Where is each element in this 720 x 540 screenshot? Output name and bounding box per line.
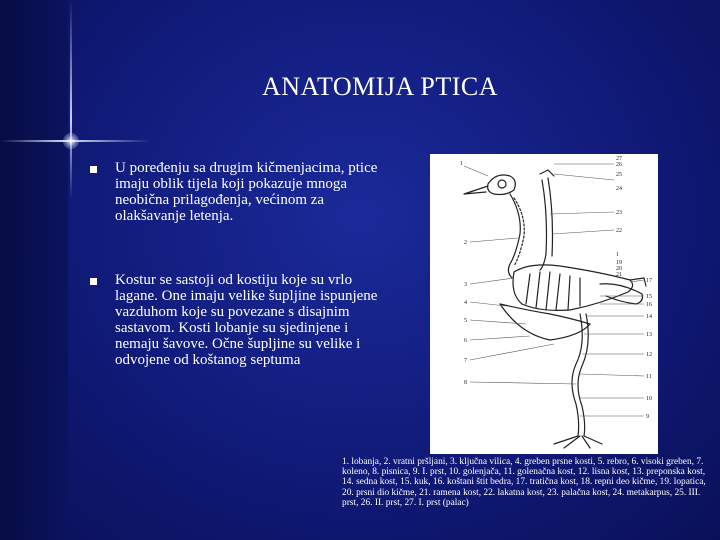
figure-label: 15	[646, 294, 652, 300]
figure-caption: 1. lobanja, 2. vratni pršljani, 3. ključna vilica, 4. greben prsne kosti, 5. rebro, 6. visoki greben, 7. koleno, 8. pisnica, 9. I. prst, 10. golenjača, 11. golenačna kost, 12. lisna kost, 13. preponska kost, 14. sedna kost, 15. kuk, 16. koštani štit bedra, 17. tratična kost, 18. repni deo kičme, 19. lopatica, 20. prsni dio kičme, 21. ramena kost, 22. lakatna kost, 23. palačna kost, 24. metakarpus, 25. III. prst, 26. II. prst, 27. I. prst (palac)	[342, 457, 706, 508]
eye-socket-shape	[498, 180, 506, 188]
skull-shape	[488, 175, 516, 195]
bullet-text: Kostur se sastoji od kostiju koje su vrlo lagane. One imaju velike šupljine ispunjene vazduhom koje su povezane s disajnim sastavom. Kosti lobanje su sjedinjene i nemaju šavove. Očne šupljine su velike i odvojene od koštanog septuma	[115, 272, 378, 368]
figure-label: 10	[646, 396, 652, 402]
torso-shape	[513, 265, 633, 311]
figure-label: 23	[616, 210, 622, 216]
figure-label: 6	[464, 338, 467, 344]
figure-label: 3	[464, 282, 467, 288]
figure-label: 20	[616, 266, 622, 272]
lens-flare-vertical	[70, 0, 72, 200]
figure-label: 19	[616, 260, 622, 266]
figure-label: 26	[616, 162, 622, 168]
pelvis-shape	[600, 284, 642, 304]
figure-label: 11	[646, 374, 652, 380]
figure-label: 13	[646, 332, 652, 338]
figure-label: 22	[616, 228, 622, 234]
figure-label: 21	[616, 272, 622, 278]
figure-label: 16	[646, 302, 652, 308]
beak-shape	[464, 186, 488, 194]
figure-label: 1	[616, 252, 619, 258]
left-decor-band	[0, 0, 68, 540]
figure-label: 1	[460, 161, 463, 167]
figure-label: 4	[464, 300, 467, 306]
lens-flare-core	[63, 133, 79, 149]
figure-label: 27	[616, 156, 622, 162]
figure-label: 25	[616, 172, 622, 178]
figure-label: 17	[646, 278, 652, 284]
bullet-item	[90, 272, 390, 368]
foot-shape	[554, 436, 602, 448]
wing-bone-shape	[540, 180, 547, 270]
bullet-item	[90, 160, 390, 224]
square-bullet-icon	[90, 278, 97, 285]
figure-label: 5	[464, 318, 467, 324]
figure-label: 24	[616, 186, 622, 192]
leg-bone-shape	[572, 314, 582, 436]
figure-label: 12	[646, 352, 652, 358]
bullet-text: U poređenju sa drugim kičmenjacima, ptice imaju oblik tijela koji pokazuje mnoga neobična prilagođenja, većinom za olakšavanje letenja.	[115, 160, 378, 224]
figure-label: 8	[464, 380, 467, 386]
ribs-shape	[526, 272, 580, 310]
bird-skeleton-figure	[430, 154, 658, 454]
slide-title: ANATOMIJA PTICA	[262, 72, 498, 101]
figure-label: 9	[646, 414, 649, 420]
wing-bone-shape	[548, 178, 553, 256]
figure-label: 2	[464, 240, 467, 246]
figure-label: 14	[646, 314, 652, 320]
square-bullet-icon	[90, 166, 97, 173]
figure-label: 7	[464, 358, 467, 364]
bird-skeleton-drawing	[430, 154, 658, 454]
